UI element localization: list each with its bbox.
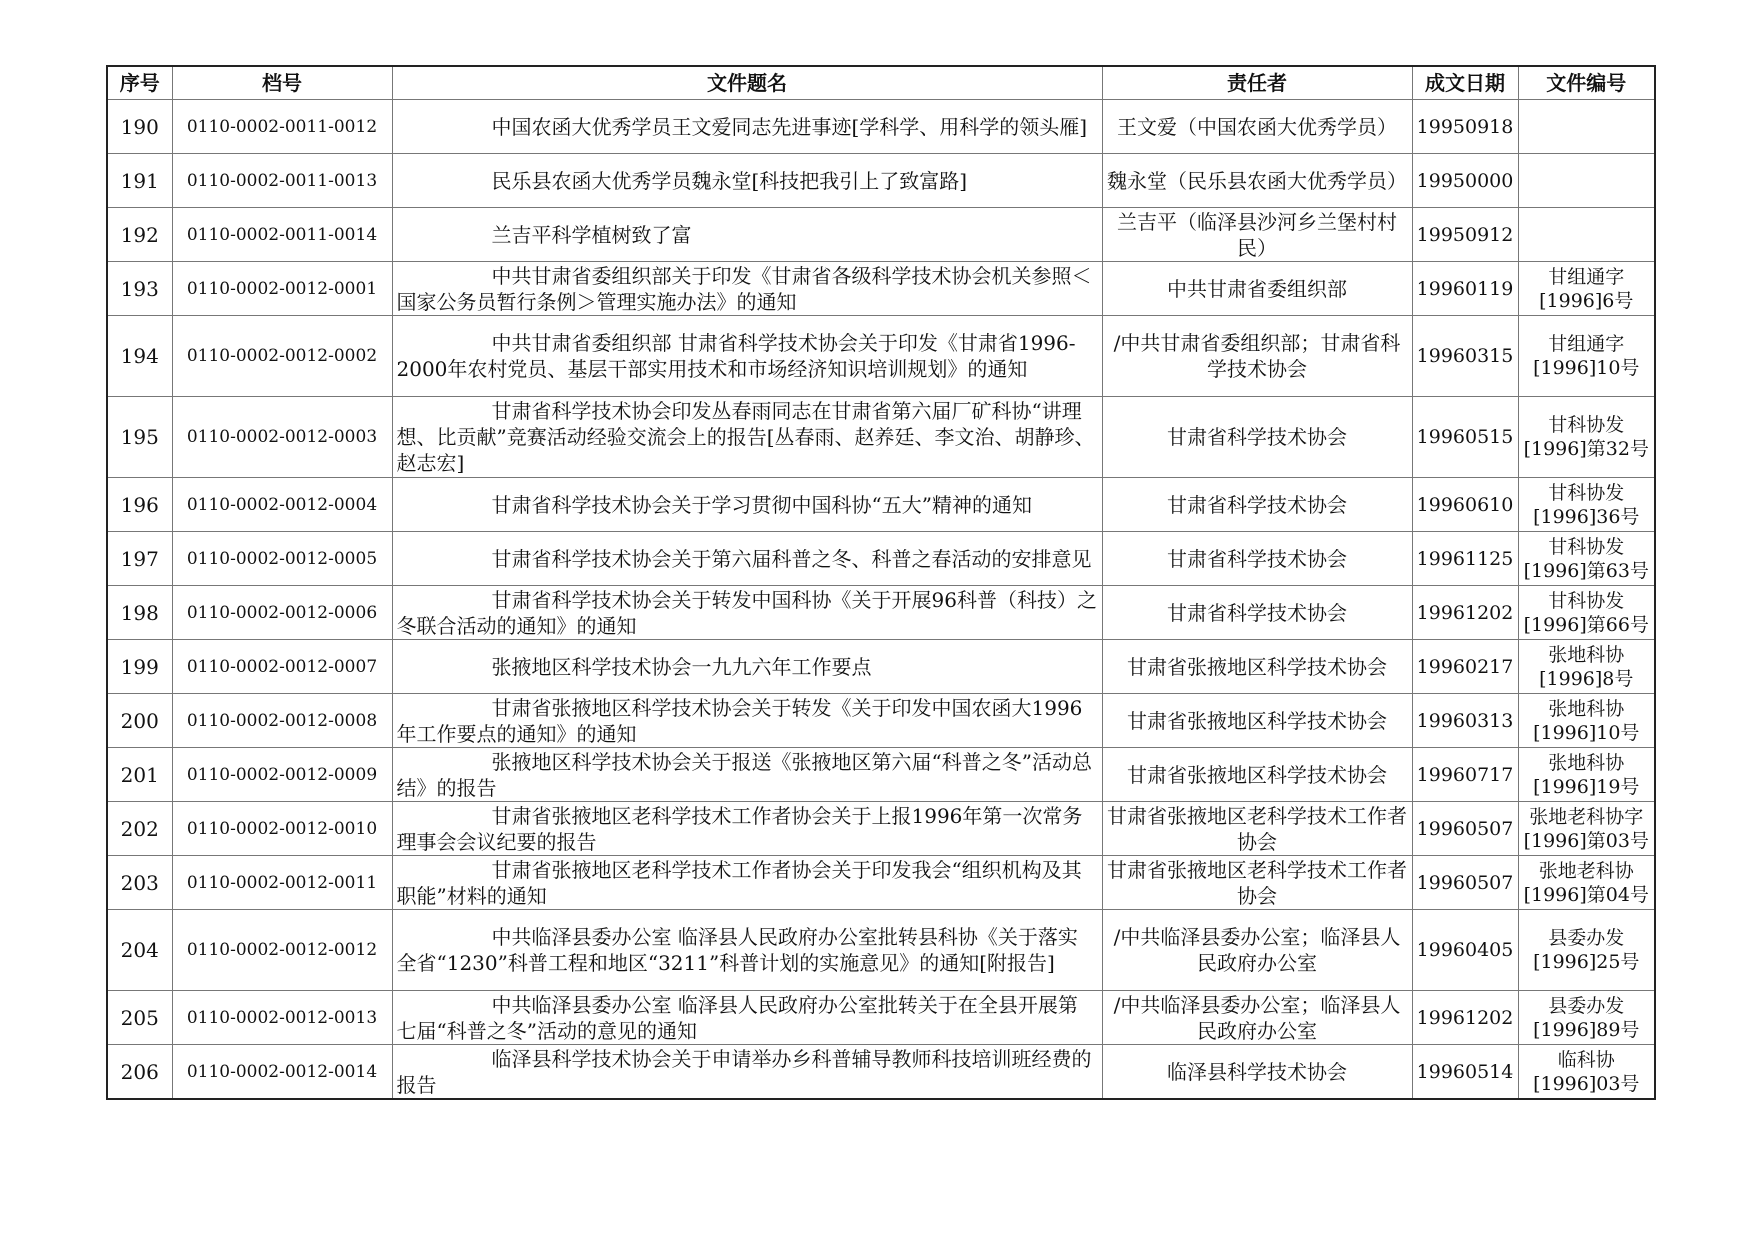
table-row — [107, 586, 1655, 640]
cell-date: 19950912 — [1412, 208, 1518, 262]
cell-seq: 203 — [107, 856, 172, 910]
cell-doc-no: 甘科协发[1996]第32号 — [1518, 397, 1655, 478]
cell-seq: 196 — [107, 478, 172, 532]
cell-doc-no: 甘科协发[1996]36号 — [1518, 478, 1655, 532]
table-row — [107, 208, 1655, 262]
cell-title: 民乐县农函大优秀学员魏永堂[科技把我引上了致富路] — [392, 154, 1102, 208]
header-date: 成文日期 — [1412, 66, 1518, 100]
cell-title: 甘肃省科学技术协会关于学习贯彻中国科协“五大”精神的通知 — [392, 478, 1102, 532]
cell-title: 中共甘肃省委组织部关于印发《甘肃省各级科学技术协会机关参照＜国家公务员暂行条例＞管理实施办法》的通知 — [392, 262, 1102, 316]
cell-archive-no: 0110-0002-0012-0012 — [172, 910, 392, 991]
cell-seq: 194 — [107, 316, 172, 397]
cell-doc-no: 甘科协发[1996]第66号 — [1518, 586, 1655, 640]
cell-title: 临泽县科学技术协会关于申请举办乡科普辅导教师科技培训班经费的报告 — [392, 1045, 1102, 1100]
cell-archive-no: 0110-0002-0012-0005 — [172, 532, 392, 586]
cell-doc-no: 张地老科协字[1996]第03号 — [1518, 802, 1655, 856]
cell-date: 19960717 — [1412, 748, 1518, 802]
header-seq: 序号 — [107, 66, 172, 100]
table-row — [107, 802, 1655, 856]
cell-seq: 199 — [107, 640, 172, 694]
table-row — [107, 1045, 1655, 1100]
cell-doc-no: 张地老科协[1996]第04号 — [1518, 856, 1655, 910]
cell-seq: 205 — [107, 991, 172, 1045]
cell-responsible: /中共甘肃省委组织部；甘肃省科学技术协会 — [1102, 316, 1412, 397]
cell-archive-no: 0110-0002-0012-0008 — [172, 694, 392, 748]
cell-title: 兰吉平科学植树致了富 — [392, 208, 1102, 262]
cell-title: 张掖地区科学技术协会一九九六年工作要点 — [392, 640, 1102, 694]
cell-date: 19960405 — [1412, 910, 1518, 991]
cell-responsible: 甘肃省科学技术协会 — [1102, 586, 1412, 640]
cell-archive-no: 0110-0002-0012-0001 — [172, 262, 392, 316]
cell-archive-no: 0110-0002-0011-0014 — [172, 208, 392, 262]
cell-title: 甘肃省张掖地区科学技术协会关于转发《关于印发中国农函大1996年工作要点的通知》的通知 — [392, 694, 1102, 748]
cell-archive-no: 0110-0002-0012-0011 — [172, 856, 392, 910]
cell-responsible: 甘肃省科学技术协会 — [1102, 478, 1412, 532]
cell-title: 张掖地区科学技术协会关于报送《张掖地区第六届“科普之冬”活动总结》的报告 — [392, 748, 1102, 802]
cell-responsible: 中共甘肃省委组织部 — [1102, 262, 1412, 316]
header-title: 文件题名 — [392, 66, 1102, 100]
table-row — [107, 640, 1655, 694]
cell-doc-no: 甘组通字[1996]10号 — [1518, 316, 1655, 397]
cell-archive-no: 0110-0002-0012-0010 — [172, 802, 392, 856]
cell-date: 19960507 — [1412, 856, 1518, 910]
cell-date: 19961125 — [1412, 532, 1518, 586]
cell-date: 19961202 — [1412, 586, 1518, 640]
cell-date: 19960515 — [1412, 397, 1518, 478]
cell-responsible: 甘肃省张掖地区老科学技术工作者协会 — [1102, 856, 1412, 910]
cell-seq: 192 — [107, 208, 172, 262]
cell-doc-no — [1518, 208, 1655, 262]
table-row — [107, 397, 1655, 478]
cell-doc-no: 县委办发[1996]89号 — [1518, 991, 1655, 1045]
cell-archive-no: 0110-0002-0012-0009 — [172, 748, 392, 802]
cell-seq: 191 — [107, 154, 172, 208]
cell-responsible: 甘肃省科学技术协会 — [1102, 397, 1412, 478]
cell-responsible: 甘肃省张掖地区科学技术协会 — [1102, 640, 1412, 694]
table-row — [107, 316, 1655, 397]
cell-title: 中国农函大优秀学员王文爱同志先进事迹[学科学、用科学的领头雁] — [392, 100, 1102, 154]
cell-responsible: /中共临泽县委办公室；临泽县人民政府办公室 — [1102, 910, 1412, 991]
archive-catalog-table — [106, 65, 1656, 1100]
table-row — [107, 100, 1655, 154]
cell-archive-no: 0110-0002-0012-0007 — [172, 640, 392, 694]
cell-responsible: 甘肃省张掖地区科学技术协会 — [1102, 748, 1412, 802]
cell-doc-no: 张地科协[1996]8号 — [1518, 640, 1655, 694]
cell-responsible: 魏永堂（民乐县农函大优秀学员） — [1102, 154, 1412, 208]
cell-responsible: 王文爱（中国农函大优秀学员） — [1102, 100, 1412, 154]
cell-doc-no: 县委办发[1996]25号 — [1518, 910, 1655, 991]
cell-doc-no: 甘组通字[1996]6号 — [1518, 262, 1655, 316]
cell-archive-no: 0110-0002-0012-0013 — [172, 991, 392, 1045]
cell-date: 19960119 — [1412, 262, 1518, 316]
cell-responsible: 临泽县科学技术协会 — [1102, 1045, 1412, 1100]
cell-date: 19960514 — [1412, 1045, 1518, 1100]
cell-archive-no: 0110-0002-0012-0006 — [172, 586, 392, 640]
cell-date: 19950000 — [1412, 154, 1518, 208]
table-row — [107, 694, 1655, 748]
table-row — [107, 856, 1655, 910]
cell-archive-no: 0110-0002-0012-0002 — [172, 316, 392, 397]
cell-seq: 197 — [107, 532, 172, 586]
table-row — [107, 532, 1655, 586]
cell-title: 中共临泽县委办公室 临泽县人民政府办公室批转县科协《关于落实全省“1230”科普工程和地区“3211”科普计划的实施意见》的通知[附报告] — [392, 910, 1102, 991]
cell-date: 19960315 — [1412, 316, 1518, 397]
cell-seq: 204 — [107, 910, 172, 991]
table-row — [107, 478, 1655, 532]
cell-archive-no: 0110-0002-0011-0012 — [172, 100, 392, 154]
cell-seq: 201 — [107, 748, 172, 802]
cell-seq: 206 — [107, 1045, 172, 1100]
cell-title: 中共甘肃省委组织部 甘肃省科学技术协会关于印发《甘肃省1996-2000年农村党员、基层干部实用技术和市场经济知识培训规划》的通知 — [392, 316, 1102, 397]
cell-date: 19960217 — [1412, 640, 1518, 694]
cell-responsible: 甘肃省科学技术协会 — [1102, 532, 1412, 586]
cell-title: 甘肃省科学技术协会关于第六届科普之冬、科普之春活动的安排意见 — [392, 532, 1102, 586]
cell-responsible: 甘肃省张掖地区科学技术协会 — [1102, 694, 1412, 748]
cell-seq: 195 — [107, 397, 172, 478]
header-responsible: 责任者 — [1102, 66, 1412, 100]
cell-seq: 200 — [107, 694, 172, 748]
cell-title: 中共临泽县委办公室 临泽县人民政府办公室批转关于在全县开展第七届“科普之冬”活动的意见的通知 — [392, 991, 1102, 1045]
cell-date: 19960507 — [1412, 802, 1518, 856]
header-archive-no: 档号 — [172, 66, 392, 100]
table-row — [107, 262, 1655, 316]
cell-archive-no: 0110-0002-0012-0014 — [172, 1045, 392, 1100]
table-row — [107, 748, 1655, 802]
cell-doc-no: 甘科协发[1996]第63号 — [1518, 532, 1655, 586]
table-row — [107, 991, 1655, 1045]
cell-doc-no: 张地科协[1996]19号 — [1518, 748, 1655, 802]
header-row — [107, 66, 1655, 100]
cell-date: 19950918 — [1412, 100, 1518, 154]
cell-title: 甘肃省科学技术协会关于转发中国科协《关于开展96科普（科技）之冬联合活动的通知》的通知 — [392, 586, 1102, 640]
cell-doc-no: 张地科协[1996]10号 — [1518, 694, 1655, 748]
cell-title: 甘肃省张掖地区老科学技术工作者协会关于印发我会“组织机构及其职能”材料的通知 — [392, 856, 1102, 910]
cell-doc-no — [1518, 154, 1655, 208]
cell-doc-no: 临科协[1996]03号 — [1518, 1045, 1655, 1100]
cell-date: 19960313 — [1412, 694, 1518, 748]
cell-seq: 198 — [107, 586, 172, 640]
cell-responsible: /中共临泽县委办公室；临泽县人民政府办公室 — [1102, 991, 1412, 1045]
cell-seq: 190 — [107, 100, 172, 154]
table-row — [107, 910, 1655, 991]
cell-archive-no: 0110-0002-0012-0003 — [172, 397, 392, 478]
cell-title: 甘肃省科学技术协会印发丛春雨同志在甘肃省第六届厂矿科协“讲理想、比贡献”竞赛活动经验交流会上的报告[丛春雨、赵养廷、李文治、胡静珍、赵志宏] — [392, 397, 1102, 478]
cell-doc-no — [1518, 100, 1655, 154]
cell-seq: 202 — [107, 802, 172, 856]
cell-date: 19960610 — [1412, 478, 1518, 532]
cell-title: 甘肃省张掖地区老科学技术工作者协会关于上报1996年第一次常务理事会会议纪要的报告 — [392, 802, 1102, 856]
cell-date: 19961202 — [1412, 991, 1518, 1045]
cell-responsible: 甘肃省张掖地区老科学技术工作者协会 — [1102, 802, 1412, 856]
cell-archive-no: 0110-0002-0012-0004 — [172, 478, 392, 532]
header-doc-no: 文件编号 — [1518, 66, 1655, 100]
cell-archive-no: 0110-0002-0011-0013 — [172, 154, 392, 208]
cell-seq: 193 — [107, 262, 172, 316]
cell-responsible: 兰吉平（临泽县沙河乡兰堡村村民） — [1102, 208, 1412, 262]
table-row — [107, 154, 1655, 208]
